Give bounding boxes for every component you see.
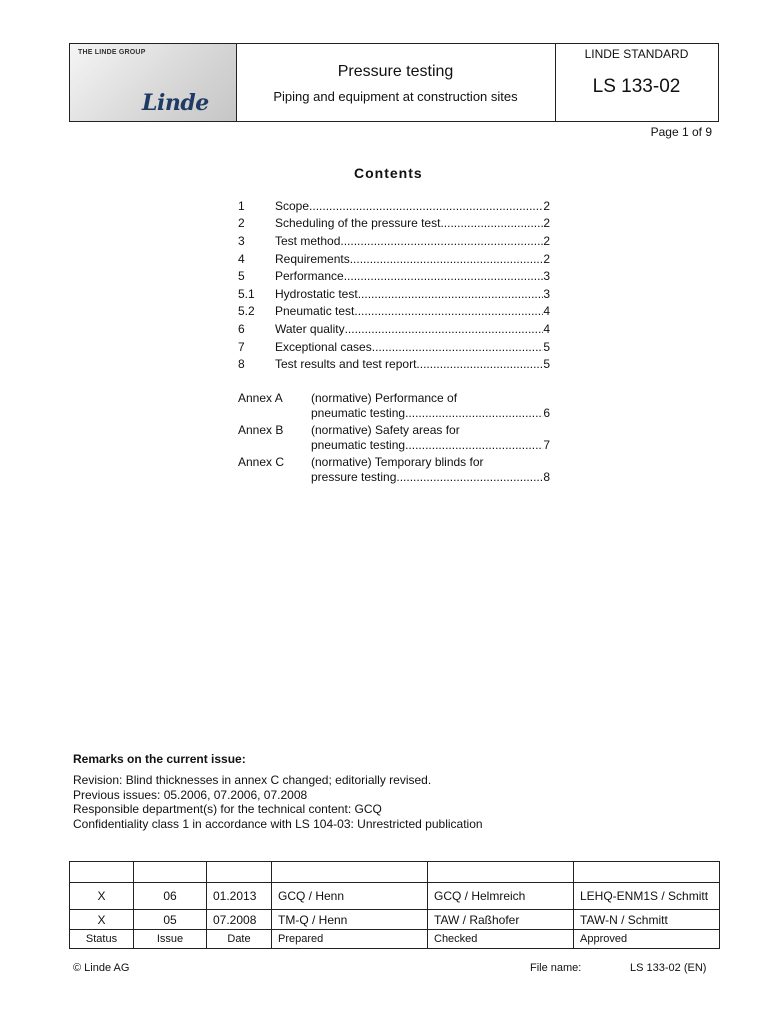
table-row <box>70 883 720 910</box>
linde-logo <box>70 44 237 121</box>
annex-item[interactable] <box>238 422 550 454</box>
toc-item[interactable] <box>238 267 550 285</box>
remarks-text <box>73 773 483 832</box>
table-cell <box>272 862 428 883</box>
annex-page: 8 <box>543 470 550 484</box>
annex-item[interactable] <box>238 390 550 422</box>
toc-page: 5 <box>543 357 550 372</box>
table-cell <box>574 862 720 883</box>
toc-leader <box>372 340 544 354</box>
toc-page: 4 <box>543 321 550 336</box>
annex-label: Annex B <box>238 423 284 437</box>
column-header: Date <box>207 930 272 949</box>
column-header: Prepared <box>272 930 428 949</box>
toc-leader <box>358 287 544 301</box>
annex-title: (normative) Safety areas for <box>311 423 460 437</box>
table-header-row <box>70 930 720 949</box>
copyright: © Linde AG <box>73 962 130 974</box>
table-cell <box>70 862 134 883</box>
prepared-cell: GCQ / Henn <box>272 883 428 910</box>
toc-item[interactable] <box>238 338 550 356</box>
file-name: LS 133-02 (EN) <box>630 962 707 974</box>
annex-item[interactable] <box>238 454 550 486</box>
toc-number: 5 <box>238 269 245 284</box>
remarks-heading: Remarks on the current issue: <box>73 752 246 766</box>
toc-leader <box>405 406 543 420</box>
toc-number: 2 <box>238 216 245 231</box>
annex-title: (normative) Temporary blinds for <box>311 455 484 469</box>
logo-wordmark: Linde <box>142 90 209 116</box>
prepared-cell: TM-Q / Henn <box>272 910 428 930</box>
toc-leader <box>405 438 543 452</box>
toc-page: 2 <box>543 198 550 213</box>
annex-title-line2: pneumatic testing <box>311 438 406 452</box>
toc-number: 8 <box>238 357 245 372</box>
table-cell <box>134 862 207 883</box>
toc-item[interactable] <box>238 215 550 233</box>
toc-page: 3 <box>543 269 550 284</box>
standard-number: LS 133-02 <box>592 76 681 97</box>
annex-page: 6 <box>543 406 550 420</box>
toc-number: 1 <box>238 198 245 213</box>
issue-cell: 06 <box>134 883 207 910</box>
annex-title-cont <box>311 406 550 420</box>
file-name-label: File name: <box>530 962 582 974</box>
annex-title-line2: pneumatic testing <box>311 406 406 420</box>
revision-status-table <box>69 861 720 949</box>
status-cell: X <box>70 910 134 930</box>
date-cell: 07.2008 <box>207 910 272 930</box>
toc-item[interactable] <box>238 285 550 303</box>
toc-title: Test method <box>275 233 341 248</box>
table-of-contents <box>238 197 550 373</box>
toc-item[interactable] <box>238 303 550 321</box>
annex-title-line2: pressure testing <box>311 470 397 484</box>
toc-title: Pneumatic test <box>275 304 355 319</box>
status-cell: X <box>70 883 134 910</box>
toc-title: Scope <box>275 198 310 213</box>
toc-number: 7 <box>238 339 245 354</box>
annex-page: 7 <box>543 438 550 452</box>
toc-leader <box>350 252 544 266</box>
document-subtitle: Piping and equipment at construction sites <box>273 89 518 104</box>
toc-title: Water quality <box>275 321 345 336</box>
toc-leader <box>344 269 544 283</box>
annex-title-cont <box>311 438 550 452</box>
toc-item[interactable] <box>238 355 550 373</box>
toc-leader <box>396 470 543 484</box>
toc-leader <box>416 357 543 371</box>
annex-title-cont <box>311 470 550 484</box>
standard-cell <box>555 44 718 121</box>
toc-item[interactable] <box>238 250 550 268</box>
remarks-line: Confidentiality class 1 in accordance with LS 104-03: Unrestricted publication <box>73 817 483 832</box>
column-header: Issue <box>134 930 207 949</box>
toc-title: Scheduling of the pressure test <box>275 216 441 231</box>
column-header: Approved <box>574 930 720 949</box>
remarks-line: Responsible department(s) for the technical content: GCQ <box>73 802 382 817</box>
toc-leader <box>345 322 544 336</box>
issue-cell: 05 <box>134 910 207 930</box>
toc-item[interactable] <box>238 320 550 338</box>
toc-item[interactable] <box>238 232 550 250</box>
table-row-empty <box>70 862 720 883</box>
toc-page: 4 <box>543 304 550 319</box>
contents-heading: Contents <box>354 165 423 181</box>
page-indicator: Page 1 of 9 <box>650 125 712 139</box>
annex-list <box>238 390 550 486</box>
document-title: Pressure testing <box>337 63 454 80</box>
approved-cell: TAW-N / Schmitt <box>574 910 720 930</box>
toc-leader <box>340 234 543 248</box>
standard-label: LINDE STANDARD <box>584 47 689 61</box>
toc-title: Exceptional cases <box>275 339 372 354</box>
annex-title: (normative) Performance of <box>311 391 458 405</box>
toc-number: 5.1 <box>238 286 255 301</box>
toc-title: Hydrostatic test <box>275 286 358 301</box>
column-header: Status <box>70 930 134 949</box>
column-header: Checked <box>428 930 574 949</box>
table-cell <box>207 862 272 883</box>
document-header <box>69 43 719 122</box>
approved-cell: LEHQ-ENM1S / Schmitt <box>574 883 720 910</box>
toc-title: Performance <box>275 269 344 284</box>
toc-page: 2 <box>543 251 550 266</box>
toc-number: 5.2 <box>238 304 255 319</box>
checked-cell: GCQ / Helmreich <box>428 883 574 910</box>
table-cell <box>428 862 574 883</box>
toc-page: 2 <box>543 216 550 231</box>
date-cell: 01.2013 <box>207 883 272 910</box>
remarks-line: Revision: Blind thicknesses in annex C changed; editorially revised. <box>73 773 432 787</box>
toc-title: Requirements <box>275 251 350 266</box>
toc-item[interactable] <box>238 197 550 215</box>
toc-number: 4 <box>238 251 245 266</box>
title-cell <box>236 44 556 121</box>
group-text: THE LINDE GROUP <box>78 49 146 56</box>
checked-cell: TAW / Raßhofer <box>428 910 574 930</box>
toc-number: 3 <box>238 233 245 248</box>
toc-leader <box>440 216 543 230</box>
table-row <box>70 910 720 930</box>
toc-title: Test results and test report <box>275 357 417 372</box>
annex-label: Annex C <box>238 455 285 469</box>
remarks-line: Previous issues: 05.2006, 07.2006, 07.2008 <box>73 787 308 802</box>
toc-page: 5 <box>543 339 550 354</box>
toc-page: 3 <box>543 286 550 301</box>
toc-number: 6 <box>238 321 245 336</box>
toc-page: 2 <box>543 233 550 248</box>
toc-leader <box>309 199 543 213</box>
toc-leader <box>354 304 543 318</box>
annex-label: Annex A <box>238 391 283 405</box>
